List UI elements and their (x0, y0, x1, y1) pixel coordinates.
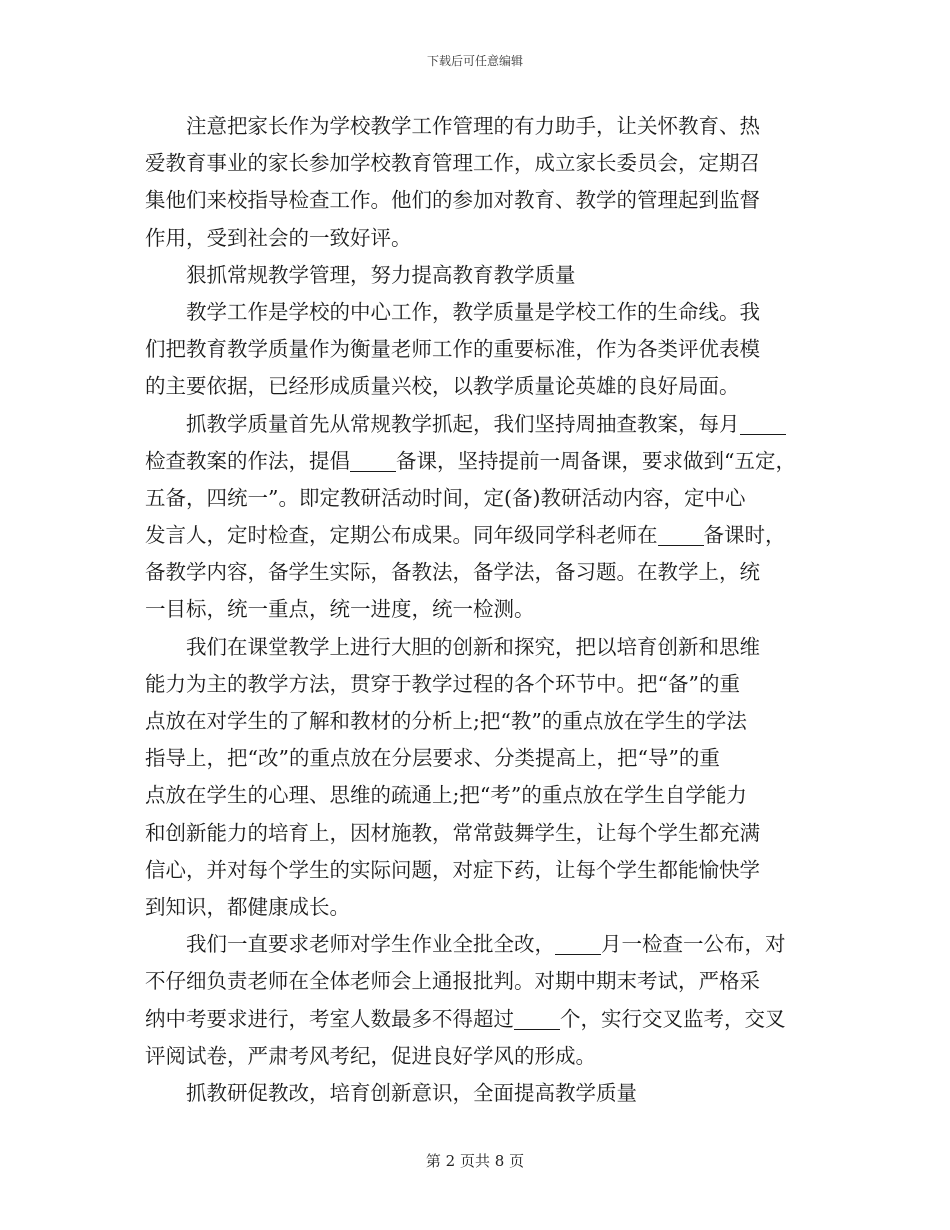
text-line: 不仔细负责老师在全体老师会上通报批判。对期中期末考试，严格采 (145, 969, 760, 994)
text-line: 点放在学生的心理、思维的疏通上;把“考”的重点放在学生自学能力 (145, 783, 747, 808)
text-line: 集他们来校指导检查工作。他们的参加对教育、教学的管理起到监督 (145, 188, 760, 213)
text-line (145, 517, 810, 554)
fill-blank (658, 521, 704, 546)
text-line: 能力为主的教学方法，贯穿于教学过程的各个环节中。把“备”的重 (145, 671, 740, 696)
text-line: 们把教育教学质量作为衡量老师工作的重要标准，作为各类评优表模 (145, 337, 760, 362)
text-line: 评阅试卷，严肃考风考纪，促进良好学风的形成。 (145, 1043, 596, 1068)
text-line: 我们在课堂教学上进行大胆的创新和探究，把以培育创新和思维 (186, 634, 760, 659)
text-segment: 发言人，定时检查，定期公布成果。同年级同学科老师在 (145, 523, 658, 548)
text-line: 信心，并对每个学生的实际问题，对症下药，让每个学生都能愉快学 (145, 857, 760, 882)
fill-blank (740, 410, 786, 435)
text-line (145, 443, 810, 480)
text-line: 五备，四统一”。即定教研活动时间，定(备)教研活动内容，定中心 (145, 485, 746, 510)
text-line: 教学工作是学校的中心工作，教学质量是学校工作的生命线。我 (186, 299, 760, 324)
text-line: 爱教育事业的家长参加学校教育管理工作，成立家长委员会，定期召 (145, 151, 760, 176)
fill-blank (514, 1005, 560, 1030)
text-line (145, 926, 810, 963)
text-segment: 月一检查一公布，对 (601, 932, 786, 957)
text-segment: 备课时， (703, 523, 786, 548)
fill-blank (350, 447, 396, 472)
text-segment: 我们一直要求老师对学生作业全批全改， (186, 932, 555, 957)
text-line: 备教学内容，备学生实际，备教法，备学法，备习题。在教学上，统 (145, 560, 760, 585)
text-line: 注意把家长作为学校教学工作管理的有力助手，让关怀教育、热 (186, 114, 760, 138)
text-line: 指导上，把“改”的重点放在分层要求、分类提高上，把“导”的重 (145, 746, 720, 771)
page-header: 下载后可任意编辑 (426, 54, 523, 68)
text-segment: 备课，坚持提前一周备课，要求做到“五定， (396, 448, 796, 473)
fill-blank (555, 930, 601, 955)
text-line: 的主要依据，已经形成质量兴校，以教学质量论英雄的良好局面。 (145, 374, 740, 399)
text-line: 作用，受到社会的一致好评。 (145, 225, 412, 250)
text-line: 到知识，都健康成长。 (145, 894, 350, 919)
document-body (145, 108, 810, 1112)
text-line: 点放在对学生的了解和教材的分析上;把“教”的重点放在学生的学法 (145, 709, 747, 733)
section-heading: 抓教研促教改，培育创新意识，全面提高教学质量 (186, 1080, 637, 1105)
text-segment: 个，实行交叉监考，交叉 (560, 1006, 786, 1031)
text-segment: 抓教学质量首先从常规教学抓起，我们坚持周抽查教案，每月 (186, 411, 740, 436)
section-heading: 狠抓常规教学管理，努力提高教育教学质量 (186, 262, 576, 287)
text-line (145, 406, 810, 443)
text-segment: 检查教案的作法，提倡 (145, 448, 350, 473)
text-line (145, 1001, 810, 1038)
page-footer: 第 2 页共 8 页 (425, 1152, 525, 1170)
text-segment: 纳中考要求进行，考室人数最多不得超过 (145, 1006, 514, 1031)
text-line: 一目标，统一重点，统一进度，统一检测。 (145, 597, 535, 622)
text-line: 和创新能力的培育上，因材施教，常常鼓舞学生，让每个学生都充满 (145, 820, 760, 845)
